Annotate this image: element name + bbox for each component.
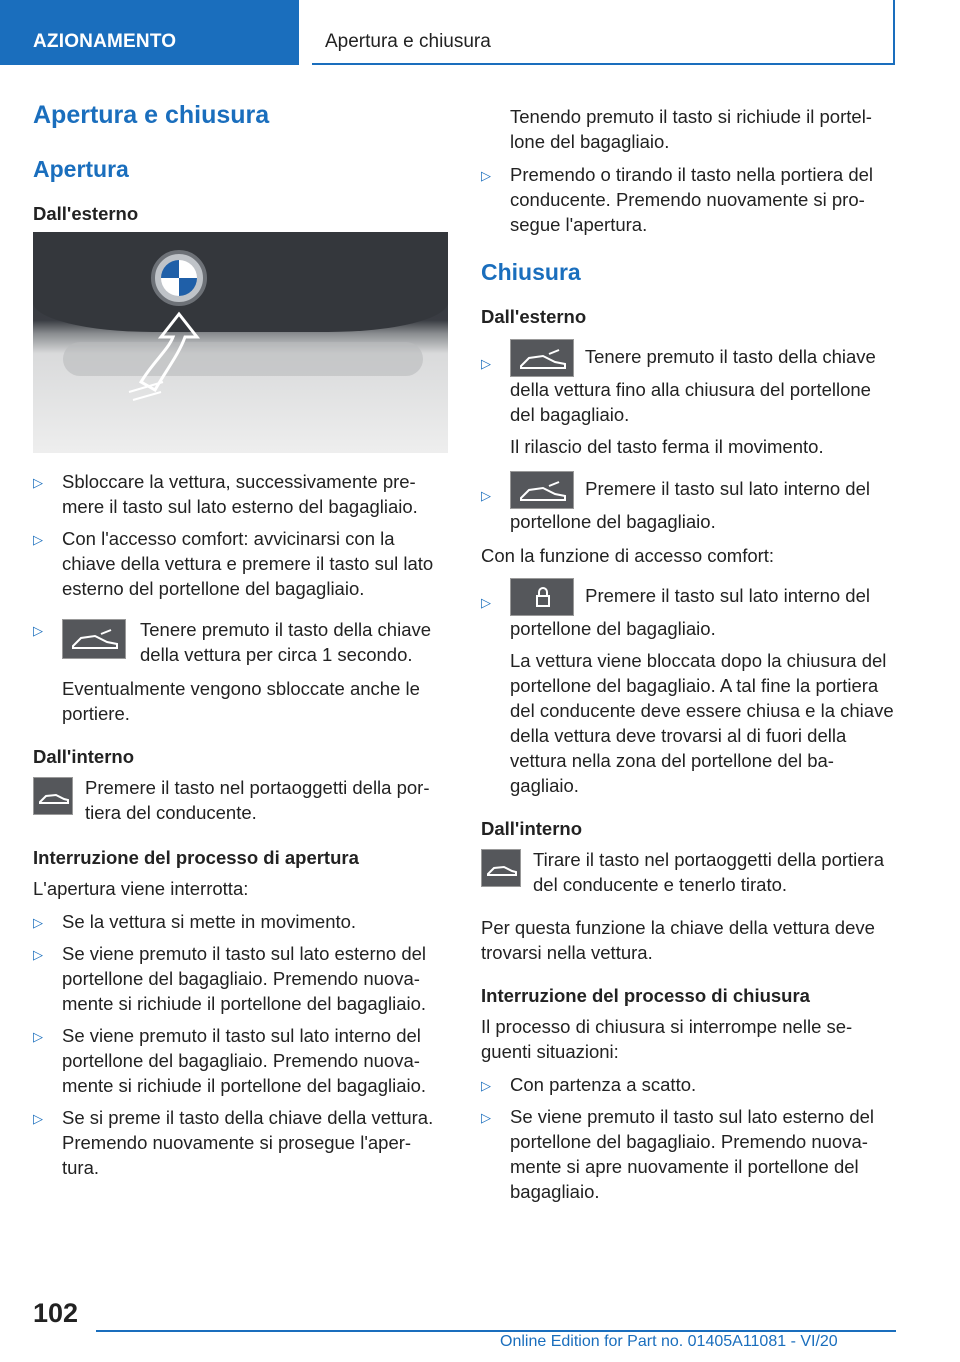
- list-item: ▷ Se la vettura si mette in movimento.: [33, 909, 448, 934]
- car-trunk-key-icon: [510, 471, 574, 509]
- page-number: 102: [33, 1298, 79, 1328]
- continued-text: Tenendo premuto il tasto si richiude il portel- lone del bagagliaio.: [510, 106, 872, 152]
- triangle-right-icon: ▷: [481, 168, 491, 183]
- triangle-right-icon: ▷: [33, 475, 43, 490]
- section-heading-chiusura: Chiusura: [481, 259, 581, 285]
- right-column: [481, 104, 896, 1211]
- triangle-right-icon: ▷: [33, 532, 43, 547]
- closing-bullets: [481, 339, 896, 427]
- triangle-right-icon: ▷: [33, 1111, 43, 1126]
- list-item: ▷ Premendo o tirando il tasto nella portiera del conducente. Premendo nuovamente si pro- segue l'apertura.: [481, 164, 874, 235]
- triangle-right-icon: ▷: [481, 1110, 491, 1125]
- list-item: ▷ Se si preme il tasto della chiave della vettura. Premendo nuovamente si prosegue l'aper- tura.: [33, 1107, 434, 1178]
- comfort-intro: Con la funzione di accesso comfort:: [481, 545, 775, 566]
- list-item: ▷ Con partenza a scatto.: [481, 1072, 896, 1097]
- subheading-dall-esterno-2: Dall'esterno: [481, 306, 587, 327]
- interno-row: Premere il tasto nel portaoggetti della por- tiera del conducente.: [33, 775, 448, 825]
- triangle-right-icon: ▷: [481, 488, 491, 503]
- section-label: AZIONAMENTO: [33, 31, 177, 52]
- edition-text: Online Edition for Part no. 01405A11081 - VI/20: [500, 1333, 838, 1350]
- triangle-right-icon: ▷: [481, 356, 491, 371]
- interruzione-chiusura-intro: Il processo di chiusura si interrompe nelle se- guenti situazioni:: [481, 1016, 853, 1062]
- list-item: ▷ Sbloccare la vettura, successivamente pre- mere il tasto sul lato esterno del bagagliaio.: [33, 471, 418, 517]
- page-header-title: Apertura e chiusura: [325, 31, 491, 52]
- triangle-right-icon: ▷: [481, 1078, 491, 1093]
- closing-note-3: La vettura viene bloccata dopo la chiusura del portellone del bagagliaio. A tal fine la portiera del conducente deve essere chiusa e la chiave della vettura deve trovarsi al di fuori della vettura nella zona del portellone del ba- gagliaio.: [510, 650, 894, 796]
- trunk-button-icon: [33, 777, 73, 815]
- key-note: Eventualmente vengono sbloccate anche le portiere.: [62, 678, 420, 724]
- interno-row-2: Tirare il tasto nel portaoggetti della portiera del conducente e tenerlo tirato.: [481, 847, 896, 897]
- arrow-up-icon: [33, 232, 448, 453]
- section-tab: [0, 0, 299, 65]
- list-item: ▷ Se viene premuto il tasto sul lato esterno del portellone del bagagliaio. Premendo nuova- mente si richiude il portellone del bagagliaio.: [33, 943, 427, 1014]
- page-header: [312, 0, 895, 65]
- subheading-interruzione-apertura: Interruzione del processo di apertura: [33, 847, 359, 868]
- footer-divider: [96, 1330, 896, 1332]
- triangle-right-icon: ▷: [33, 947, 43, 962]
- opening-bullets: [33, 469, 448, 667]
- triangle-right-icon: ▷: [33, 1029, 43, 1044]
- trunk-photo: [33, 232, 448, 453]
- triangle-right-icon: ▷: [33, 623, 43, 638]
- interruption-bullets: [33, 909, 448, 1180]
- triangle-right-icon: ▷: [481, 595, 491, 610]
- closing-note-1: Il rilascio del tasto ferma il movimento.: [510, 436, 824, 457]
- car-trunk-key-icon: [62, 619, 126, 659]
- lock-icon: [510, 578, 574, 616]
- list-item: ▷ Tenere premuto il tasto della chiave della vettura fino alla chiusura del portellone del bagagliaio.: [481, 339, 896, 427]
- subheading-dall-interno-2: Dall'interno: [481, 818, 583, 839]
- list-item: ▷ Premere il tasto sul lato interno del portellone del bagagliaio.: [481, 471, 896, 534]
- subheading-dall-interno: Dall'interno: [33, 746, 135, 767]
- page-title: Apertura e chiusura: [33, 101, 270, 129]
- car-trunk-key-icon: [510, 339, 574, 377]
- list-item: ▷ Con l'accesso comfort: avvicinarsi con la chiave della vettura e premere il tasto sul lato esterno del portellone del bagagliaio.: [33, 528, 434, 599]
- list-item: ▷ Tenere premuto il tasto della chiave della vettura per circa 1 secondo.: [33, 619, 432, 665]
- interruzione-intro: L'apertura viene interrotta:: [33, 878, 249, 899]
- section-heading-apertura: Apertura: [33, 156, 129, 182]
- triangle-right-icon: ▷: [33, 915, 43, 930]
- trunk-button-icon: [481, 849, 521, 887]
- subheading-dall-esterno: Dall'esterno: [33, 203, 139, 224]
- list-item: ▷ Se viene premuto il tasto sul lato esterno del portellone del bagagliaio. Premendo nuova- mente si apre nuovamente il portellone del bagagliaio.: [481, 1106, 875, 1202]
- subheading-interruzione-chiusura: Interruzione del processo di chiusura: [481, 985, 810, 1006]
- list-item: ▷ Se viene premuto il tasto sul lato interno del portellone del bagagliaio. Premendo nuova- mente si richiude il portellone del bagagliaio.: [33, 1025, 427, 1096]
- per-questa-text: Per questa funzione la chiave della vettura deve trovarsi nella vettura.: [481, 917, 875, 963]
- left-column: [33, 100, 448, 1187]
- list-item: ▷ Premere il tasto sul lato interno del portellone del bagagliaio.: [481, 578, 896, 641]
